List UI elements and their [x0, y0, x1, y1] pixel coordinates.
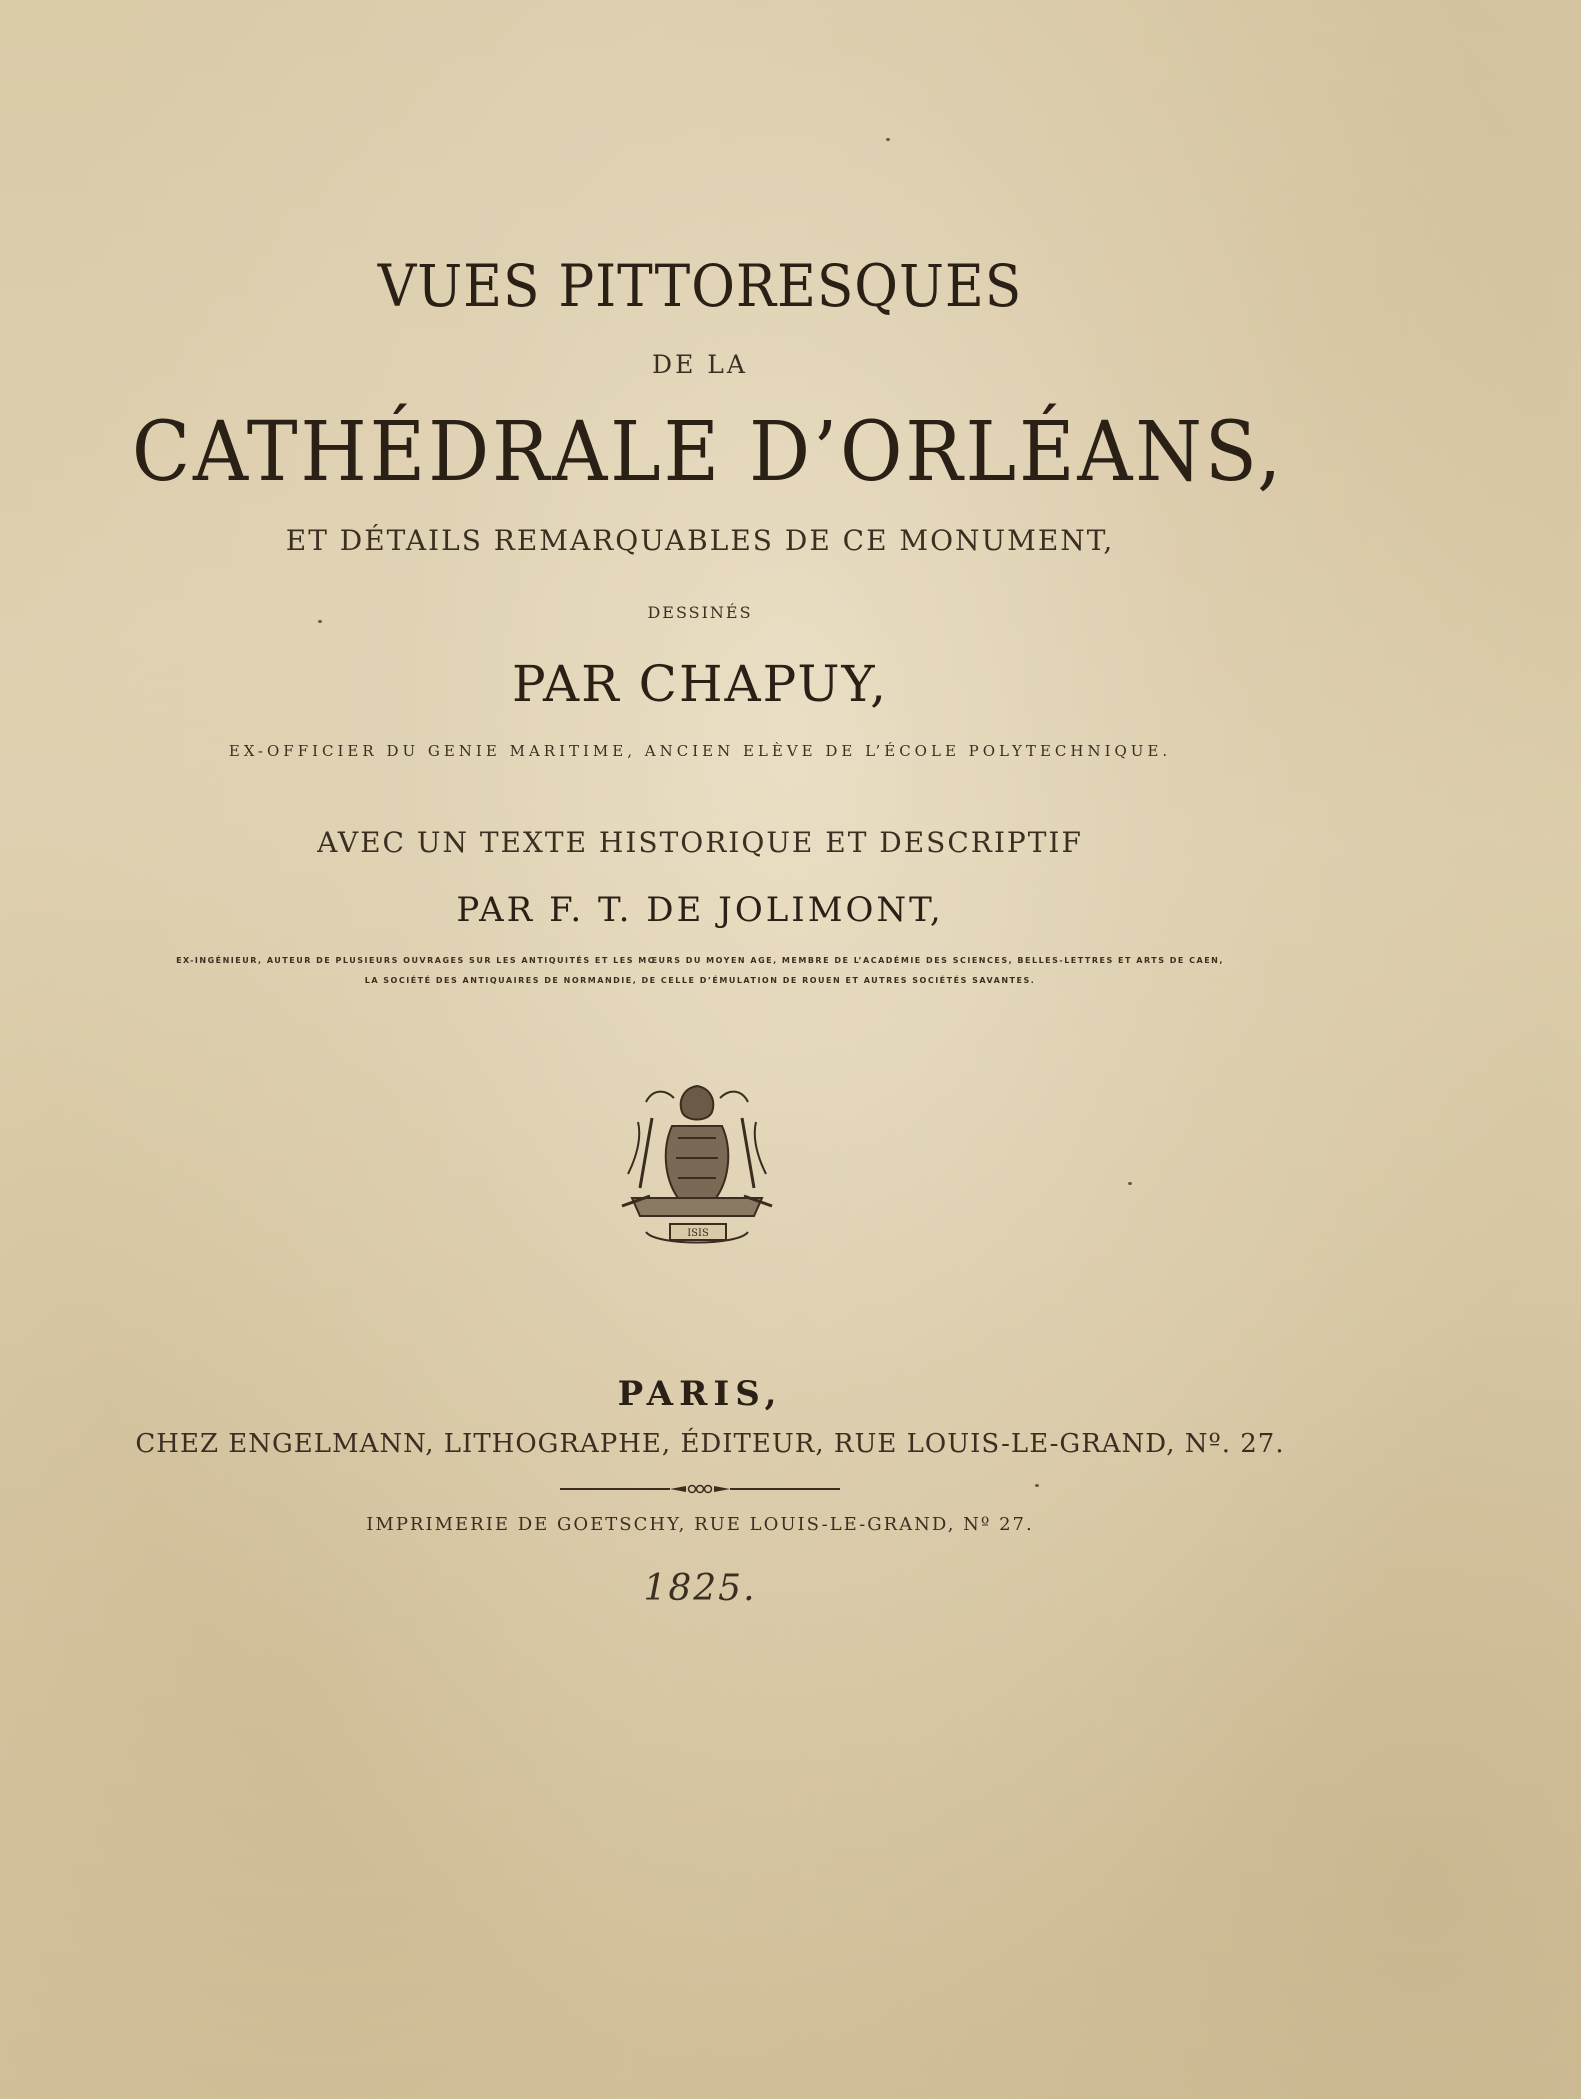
subtitle: ET DÉTAILS REMARQUABLES DE CE MONUMENT,: [285, 524, 1115, 557]
paper-speck: [1035, 1484, 1039, 1487]
author-title: EX-OFFICIER DU GENIE MARITIME, ANCIEN ELÈVE DE L’ÉCOLE POLYTECHNIQUE.: [228, 742, 1172, 760]
paper-speck: [886, 138, 890, 141]
text-author-credits-1: EX-INGÉNIEUR, AUTEUR DE PLUSIEURS OUVRAGES SUR LES ANTIQUITÉS ET LES MŒURS DU MOYEN AGE, MEMBRE DE L’ACADÉMIE DES SCIENCES, BELLES-LETTRES ET ARTS DE CAEN,: [176, 956, 1224, 965]
vignette-emblem: [612, 1078, 782, 1253]
paper-speck: [1128, 1182, 1132, 1185]
text-by-line: AVEC UN TEXTE HISTORIQUE ET DESCRIPTIF: [317, 826, 1083, 859]
text-author: PAR F. T. DE JOLIMONT,: [456, 890, 944, 930]
imprint-printer: IMPRIMERIE DE GOETSCHY, RUE LOUIS-LE-GRAND, Nº 27.: [366, 1514, 1034, 1535]
title-line-1: VUES PITTORESQUES: [377, 252, 1023, 320]
imprint-place: PARIS,: [617, 1374, 783, 1414]
title-line-2: DE LA: [652, 350, 748, 379]
author-name: PAR CHAPUY,: [511, 655, 889, 713]
text-author-credits-2: LA SOCIÉTÉ DES ANTIQUAIRES DE NORMANDIE, DE CELLE D’ÉMULATION DE ROUEN ET AUTRES SOCIÉTÉS SAVANTES.: [364, 976, 1036, 985]
imprint-publisher: CHEZ ENGELMANN, LITHOGRAPHE, ÉDITEUR, RUE LOUIS-LE-GRAND, Nº. 27.: [135, 1429, 1285, 1459]
dessines-label: DESSINÉS: [647, 603, 753, 622]
vignette-label: ISIS: [687, 1228, 709, 1239]
title-line-3: CATHÉDRALE D’ORLÉANS,: [131, 405, 1285, 500]
ornamental-rule: [560, 1482, 840, 1496]
imprint-year: 1825.: [643, 1568, 757, 1609]
